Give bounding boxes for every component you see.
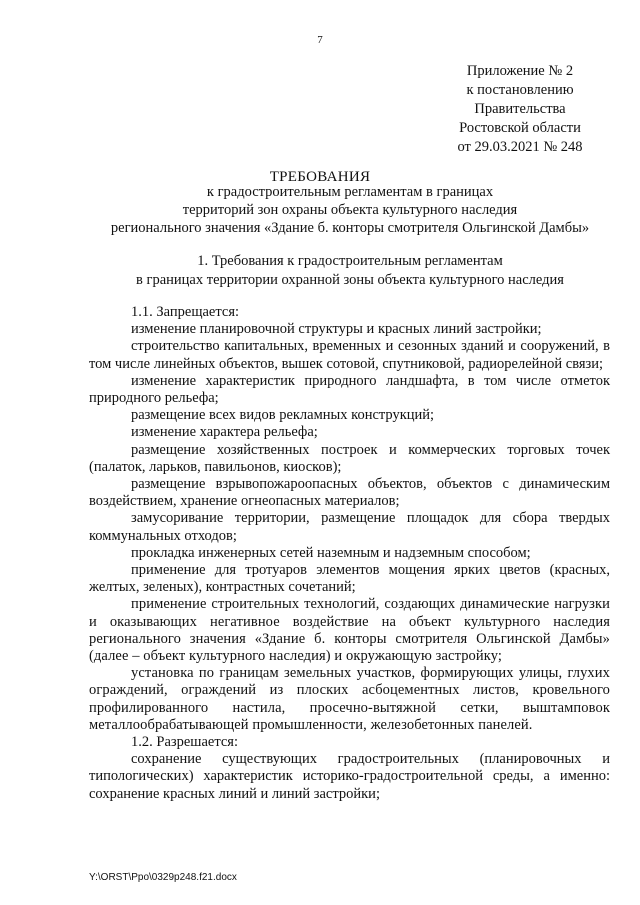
appendix-line: Ростовской области [459, 120, 581, 136]
subtitle-line: регионального значения «Здание б. конторы смотрителя Ольгинской Дамбы» [110, 220, 590, 236]
list-item: установка по границам земельных участков, формирующих улицы, глухих ограждений, ограждений из плоских асбоцементных листов, кровельного профилированного настила, просечно-вытяжной сетки, выштамповок металлообрабатывающей промышленности, железобетонных панелей. [89, 665, 610, 733]
list-item: применение для тротуаров элементов мощения ярких цветов (красных, желтых, зеленых), контрастных сочетаний; [89, 562, 610, 596]
subsection-1-2-heading: 1.2. Разрешается: [131, 734, 238, 751]
appendix-line: от 29.03.2021 № 248 [457, 139, 583, 155]
subtitle-line: территорий зон охраны объекта культурного наследия [182, 202, 518, 218]
list-item: прокладка инженерных сетей наземным и надземным способом; [131, 544, 531, 561]
page-number: 7 [317, 34, 323, 46]
list-item: изменение характера рельефа; [131, 424, 318, 441]
list-item: строительство капитальных, временных и сезонных зданий и сооружений, в том числе линейных объектов, вышек сотовой, спутниковой, радиорелейной связи; [89, 338, 610, 372]
subsection-1-1-heading: 1.1. Запрещается: [131, 304, 240, 320]
list-item: применение строительных технологий, создающих динамические нагрузки и оказывающих негативное воздействие на объект культурного наследия регионального значения «Здание б. конторы смотрителя Ольгинской Дамбы» (далее – объект культурного наследия) и окружающую застройку; [89, 596, 610, 665]
appendix-header [430, 62, 610, 157]
section-1-heading [0, 252, 640, 290]
section-heading-line: в границах территории охранной зоны объекта культурного наследия [136, 272, 564, 288]
appendix-line: Приложение № 2 [466, 63, 574, 79]
list-item: размещение хозяйственных построек и коммерческих торговых точек (палаток, ларьков, павильонов, киосков); [89, 441, 610, 475]
section-heading-line: 1. Требования к градостроительным регламентам [197, 253, 503, 269]
list-item: размещение всех видов рекламных конструкций; [131, 407, 435, 424]
document-subtitle [0, 183, 640, 237]
file-path-footer: Y:\ORST\Ppo\0329p248.f21.docx [89, 872, 237, 883]
document-title: ТРЕБОВАНИЯ [269, 169, 371, 185]
subtitle-line: к градостроительным регламентам в границах [206, 184, 494, 200]
list-item: изменение планировочной структуры и красных линий застройки; [131, 321, 542, 338]
appendix-line: Правительства [474, 101, 566, 117]
list-item: сохранение существующих градостроительных (планировочных и типологических) характеристик историко-градостроительной среды, а именно: сохранение красных линий и линий застройки; [89, 751, 610, 802]
appendix-line: к постановлению [466, 82, 574, 98]
list-item: размещение взрывопожароопасных объектов, объектов с динамическим воздействием, хранение огнеопасных материалов; [89, 476, 610, 510]
list-item: изменение характеристик природного ландшафта, в том числе отметок природного рельефа; [89, 372, 610, 407]
list-item: замусоривание территории, размещение площадок для сбора твердых коммунальных отходов; [89, 510, 610, 544]
document-body [89, 304, 610, 803]
